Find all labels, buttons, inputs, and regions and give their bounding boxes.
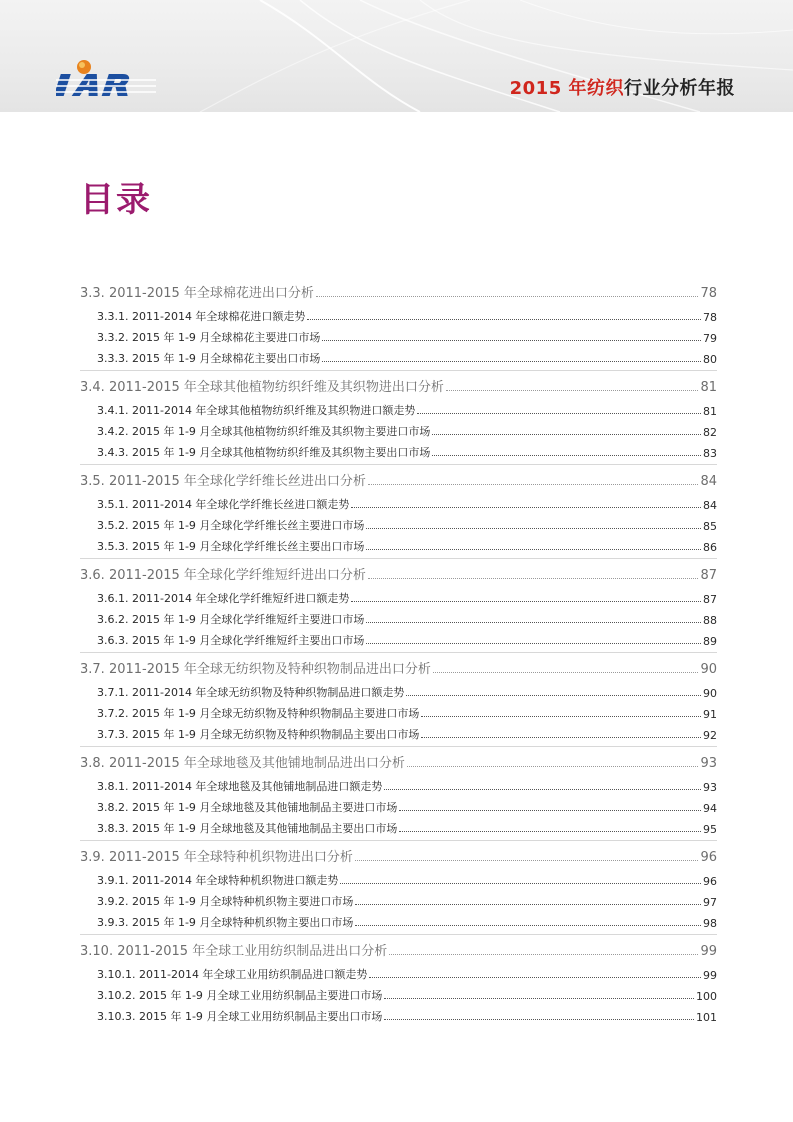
toc-subsection-entry[interactable] xyxy=(97,423,717,439)
iar-logo xyxy=(56,58,156,98)
toc-dot-leader xyxy=(355,925,701,926)
toc-page-number: 87 xyxy=(700,568,717,583)
toc-page-number: 95 xyxy=(703,823,717,836)
toc-subsection-entry[interactable] xyxy=(97,329,717,345)
toc-section-entry[interactable] xyxy=(80,282,717,301)
toc-dot-leader xyxy=(406,695,701,696)
toc-section-entry[interactable] xyxy=(80,470,717,489)
toc-entry-label: 3.7. 2011-2015 年全球无纺织物及特种织物制品进出口分析 xyxy=(80,662,431,677)
toc-dot-leader xyxy=(351,507,701,508)
toc-section-entry[interactable] xyxy=(80,846,717,865)
toc-dot-leader xyxy=(366,643,701,644)
toc-subsection-entry[interactable] xyxy=(97,538,717,554)
toc-entry-label: 3.7.1. 2011-2014 年全球无纺织物及特种织物制品进口额走势 xyxy=(97,686,405,699)
toc-entry-label: 3.3.3. 2015 年 1-9 月全球棉花主要出口市场 xyxy=(97,352,321,365)
toc-dot-leader xyxy=(384,789,701,790)
section-divider xyxy=(80,840,717,841)
toc-page-number: 89 xyxy=(703,635,717,648)
toc-page-number: 96 xyxy=(700,850,717,865)
section-divider xyxy=(80,464,717,465)
toc-dot-leader xyxy=(355,860,699,861)
toc-entry-label: 3.9.1. 2011-2014 年全球特种机织物进口额走势 xyxy=(97,874,339,887)
toc-page-number: 78 xyxy=(700,286,717,301)
toc-entry-label: 3.8.3. 2015 年 1-9 月全球地毯及其他铺地制品主要出口市场 xyxy=(97,822,398,835)
report-title-accent: 2015 年纺织 xyxy=(509,78,624,99)
toc-dot-leader xyxy=(366,528,701,529)
toc-dot-leader xyxy=(446,390,699,391)
toc-page-number: 99 xyxy=(700,944,717,959)
toc-entry-label: 3.3.2. 2015 年 1-9 月全球棉花主要进口市场 xyxy=(97,331,321,344)
toc-dot-leader xyxy=(421,716,701,717)
section-divider xyxy=(80,370,717,371)
toc-page-number: 94 xyxy=(703,802,717,815)
toc-entry-label: 3.3. 2011-2015 年全球棉花进出口分析 xyxy=(80,286,314,301)
toc-dot-leader xyxy=(322,340,701,341)
toc-entry-label: 3.4.2. 2015 年 1-9 月全球其他植物纺织纤维及其织物主要进口市场 xyxy=(97,425,431,438)
toc-subsection-entry[interactable] xyxy=(97,705,717,721)
toc-entry-label: 3.7.3. 2015 年 1-9 月全球无纺织物及特种织物制品主要出口市场 xyxy=(97,728,420,741)
toc-dot-leader xyxy=(407,766,699,767)
toc-dot-leader xyxy=(399,810,701,811)
toc-dot-leader xyxy=(417,413,701,414)
toc-dot-leader xyxy=(433,672,699,673)
toc-subsection-entry[interactable] xyxy=(97,590,717,606)
toc-page-number: 79 xyxy=(703,332,717,345)
toc-dot-leader xyxy=(307,319,701,320)
toc-dot-leader xyxy=(316,296,699,297)
toc-subsection-entry[interactable] xyxy=(97,402,717,418)
toc-entry-label: 3.10.2. 2015 年 1-9 月全球工业用纺织制品主要进口市场 xyxy=(97,989,383,1002)
toc-page-number: 80 xyxy=(703,353,717,366)
toc-entry-label: 3.3.1. 2011-2014 年全球棉花进口额走势 xyxy=(97,310,306,323)
section-divider xyxy=(80,746,717,747)
toc-dot-leader xyxy=(369,977,701,978)
toc-page-number: 91 xyxy=(703,708,717,721)
toc-dot-leader xyxy=(421,737,701,738)
section-divider xyxy=(80,558,717,559)
toc-subsection-entry[interactable] xyxy=(97,684,717,700)
section-divider xyxy=(80,934,717,935)
toc-dot-leader xyxy=(368,578,699,579)
toc-subsection-entry[interactable] xyxy=(97,632,717,648)
toc-entry-label: 3.9.3. 2015 年 1-9 月全球特种机织物主要出口市场 xyxy=(97,916,354,929)
toc-section-entry[interactable] xyxy=(80,752,717,771)
toc-page-number: 100 xyxy=(696,990,717,1003)
toc-section-entry[interactable] xyxy=(80,376,717,395)
toc-entry-label: 3.10.1. 2011-2014 年全球工业用纺织制品进口额走势 xyxy=(97,968,368,981)
toc-page-number: 85 xyxy=(703,520,717,533)
toc-subsection-entry[interactable] xyxy=(97,799,717,815)
toc-page-number: 90 xyxy=(703,687,717,700)
toc-subsection-entry[interactable] xyxy=(97,308,717,324)
toc-entry-label: 3.5.3. 2015 年 1-9 月全球化学纤维长丝主要出口市场 xyxy=(97,540,365,553)
toc-page-number: 83 xyxy=(703,447,717,460)
page-title: 目录 xyxy=(80,180,152,220)
toc-section-entry[interactable] xyxy=(80,564,717,583)
toc-subsection-entry[interactable] xyxy=(97,444,717,460)
toc-entry-label: 3.5.2. 2015 年 1-9 月全球化学纤维长丝主要进口市场 xyxy=(97,519,365,532)
toc-subsection-entry[interactable] xyxy=(97,820,717,836)
toc-dot-leader xyxy=(322,361,701,362)
toc-entry-label: 3.6.2. 2015 年 1-9 月全球化学纤维短纤主要进口市场 xyxy=(97,613,365,626)
toc-dot-leader xyxy=(399,831,701,832)
toc-page-number: 93 xyxy=(700,756,717,771)
toc-page-number: 101 xyxy=(696,1011,717,1024)
toc-dot-leader xyxy=(389,954,698,955)
toc-subsection-entry[interactable] xyxy=(97,778,717,794)
toc-page-number: 84 xyxy=(700,474,717,489)
toc-subsection-entry[interactable] xyxy=(97,966,717,982)
toc-subsection-entry[interactable] xyxy=(97,611,717,627)
toc-page-number: 99 xyxy=(703,969,717,982)
toc-page-number: 78 xyxy=(703,311,717,324)
toc-entry-label: 3.5. 2011-2015 年全球化学纤维长丝进出口分析 xyxy=(80,474,366,489)
toc-dot-leader xyxy=(368,484,699,485)
toc-subsection-entry[interactable] xyxy=(97,726,717,742)
toc-subsection-entry[interactable] xyxy=(97,872,717,888)
page-header xyxy=(0,0,793,112)
toc-subsection-entry[interactable] xyxy=(97,517,717,533)
toc-page-number: 86 xyxy=(703,541,717,554)
toc-page-number: 97 xyxy=(703,896,717,909)
report-title xyxy=(510,74,735,100)
toc-entry-label: 3.4.3. 2015 年 1-9 月全球其他植物纺织纤维及其织物主要出口市场 xyxy=(97,446,431,459)
toc-entry-label: 3.6. 2011-2015 年全球化学纤维短纤进出口分析 xyxy=(80,568,366,583)
toc-subsection-entry[interactable] xyxy=(97,914,717,930)
toc-entry-label: 3.6.3. 2015 年 1-9 月全球化学纤维短纤主要出口市场 xyxy=(97,634,365,647)
toc-dot-leader xyxy=(351,601,701,602)
toc-page-number: 96 xyxy=(703,875,717,888)
toc-entry-label: 3.8.2. 2015 年 1-9 月全球地毯及其他铺地制品主要进口市场 xyxy=(97,801,398,814)
toc-subsection-entry[interactable] xyxy=(97,496,717,512)
toc-page-number: 88 xyxy=(703,614,717,627)
toc-dot-leader xyxy=(355,904,701,905)
toc-entry-label: 3.10.3. 2015 年 1-9 月全球工业用纺织制品主要出口市场 xyxy=(97,1010,383,1023)
toc-entry-label: 3.8. 2011-2015 年全球地毯及其他铺地制品进出口分析 xyxy=(80,756,405,771)
toc-entry-label: 3.9.2. 2015 年 1-9 月全球特种机织物主要进口市场 xyxy=(97,895,354,908)
toc-entry-label: 3.9. 2011-2015 年全球特种机织物进出口分析 xyxy=(80,850,353,865)
toc-dot-leader xyxy=(366,549,701,550)
toc-entry-label: 3.7.2. 2015 年 1-9 月全球无纺织物及特种织物制品主要进口市场 xyxy=(97,707,420,720)
report-title-rest: 行业分析年报 xyxy=(624,78,735,99)
toc-page-number: 81 xyxy=(700,380,717,395)
toc-subsection-entry[interactable] xyxy=(97,1008,717,1024)
toc-entry-label: 3.5.1. 2011-2014 年全球化学纤维长丝进口额走势 xyxy=(97,498,350,511)
iar-logo-mark xyxy=(56,58,156,98)
toc-entry-label: 3.6.1. 2011-2014 年全球化学纤维短纤进口额走势 xyxy=(97,592,350,605)
toc-entry-label: 3.8.1. 2011-2014 年全球地毯及其他铺地制品进口额走势 xyxy=(97,780,383,793)
toc-dot-leader xyxy=(384,1019,694,1020)
toc-dot-leader xyxy=(384,998,694,999)
toc-page-number: 92 xyxy=(703,729,717,742)
toc-page-number: 84 xyxy=(703,499,717,512)
toc-page-number: 98 xyxy=(703,917,717,930)
toc-subsection-entry[interactable] xyxy=(97,987,717,1003)
toc-entry-label: 3.10. 2011-2015 年全球工业用纺织制品进出口分析 xyxy=(80,944,388,959)
toc-page-number: 82 xyxy=(703,426,717,439)
toc-entry-label: 3.4. 2011-2015 年全球其他植物纺织纤维及其织物进出口分析 xyxy=(80,380,444,395)
toc-page-number: 90 xyxy=(700,662,717,677)
toc-subsection-entry[interactable] xyxy=(97,893,717,909)
toc-dot-leader xyxy=(432,455,701,456)
toc-dot-leader xyxy=(432,434,701,435)
toc-dot-leader xyxy=(366,622,701,623)
toc-entry-label: 3.4.1. 2011-2014 年全球其他植物纺织纤维及其织物进口额走势 xyxy=(97,404,416,417)
toc-section-entry[interactable] xyxy=(80,658,717,677)
toc-page-number: 87 xyxy=(703,593,717,606)
toc-section-entry[interactable] xyxy=(80,940,717,959)
toc-page-number: 81 xyxy=(703,405,717,418)
toc-subsection-entry[interactable] xyxy=(97,350,717,366)
toc-dot-leader xyxy=(340,883,701,884)
section-divider xyxy=(80,652,717,653)
toc-page-number: 93 xyxy=(703,781,717,794)
